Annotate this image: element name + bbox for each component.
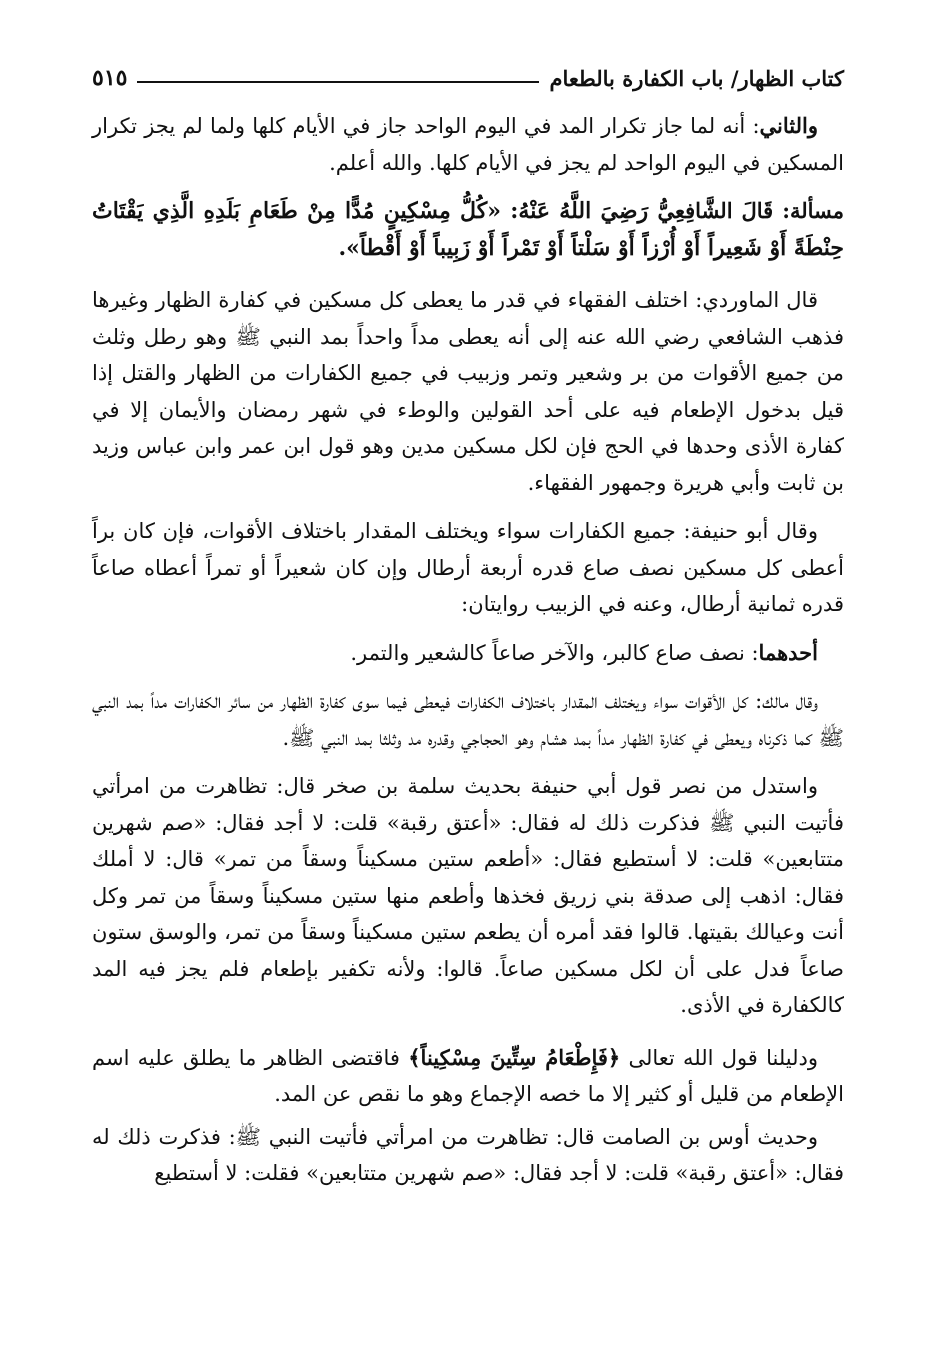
paragraph-text: واستدل من نصر قول أبي حنيفة بحديث سلمة بن صخر قال: تظاهرت من امرأتي فأتيت النبي ﷺ فذكرت ذلك له فقال: «أعتق رقبة» قلت: لا أجد فقال: «صم شهرين متتابعين» قلت: لا أستطيع فقال: «أطعم ستين مسكيناً وسقاً من تمر» قال: لا أملك فقال: اذهب إلى صدقة بني زريق فخذها وأطعم منها ستين مسكيناً وسقاً من تمر وكل أنت وعيالك بقيتها. قالوا فقد أمره أن يطعم ستين مسكيناً وسقاً من تمر، والوسق ستون صاعاً فدل على أن لكل مسكين صاعاً. قالوا: ولأنه تكفير بإطعام فلم يجز فيه المد كالكفارة في الأذى. [92, 774, 844, 1017]
paragraph-text: وحديث أوس بن الصامت قال: تظاهرت من امرأتي فأتيت النبي ﷺ: فذكرت ذلك له فقال: «أعتق رقبة» قلت: لا أجد فقال: «صم شهرين متتابعين» فقلت: لا أستطيع [92, 1124, 844, 1185]
paragraph-text-before: ودليلنا قول الله تعالى [620, 1045, 819, 1070]
paragraph-malik [92, 683, 844, 756]
paragraph-salama-hadith [92, 768, 844, 1024]
paragraph-text: وقال مالك: كل الأقوات سواء ويختلف المقدار باختلاف الكفارات فيعطى فيما سوى كفارة الظهار من سائر الكفارات مداً بمد النبي ﷺ كما ذكرناه ويعطى في كفارة الظهار مداً بمد هشام وهو الحجاجي وقدره مد وثلثا بمد النبي ﷺ. [92, 689, 844, 750]
paragraph-text: : أنه لما جاز تكرار المد في اليوم الواحد جاز في الأيام كلها ولما لم يجز تكرار المسكين في اليوم الواحد لم يجز في الأيام كلها. والله أعلم. [92, 114, 844, 175]
paragraph-text: وقال أبو حنيفة: جميع الكفارات سواء ويختلف المقدار باختلاف الأقوات، فإن كان براً أعطى كل مسكين نصف صاع قدره أربعة أرطال وإن كان شعيراً أو تمراً أعطاه صاعاً قدره ثمانية أرطال، وعنه في الزبيب روايتان: [92, 519, 844, 616]
paragraph-first-narration [92, 635, 844, 672]
paragraph-text-after: فاقتضى الظاهر ما يطلق عليه اسم الإطعام من قليل أو كثير إلا ما خصه الإجماع وهو ما نقص عن المد. [92, 1045, 844, 1106]
quran-verse: ﴿فَإِطْعَامُ سِتِّينَ مِسْكِيناً﴾ [408, 1044, 621, 1070]
paragraph-abu-hanifa [92, 513, 844, 623]
running-header [92, 56, 844, 100]
paragraph-lead: والثاني [759, 113, 818, 138]
page-number: ٥١٥ [92, 65, 128, 91]
paragraph-aws-hadith [92, 1119, 844, 1192]
paragraph-mawardi [92, 282, 844, 501]
paragraph-text: : نصف صاع كالبر، والآخر صاعاً كالشعير والتمر. [350, 640, 759, 665]
masala-lead: مسألة: قَالَ الشَّافِعِيُّ [657, 198, 844, 223]
book-page [92, 56, 844, 1192]
paragraph-lead: أحدهما [758, 639, 818, 665]
paragraph-evidence [92, 1040, 844, 1113]
masala-text: رَضِيَ اللَّهُ عَنْهُ: «كُلُّ مِسْكِينٍ مُدًّا مِنْ طَعَامِ بَلَدِهِ الَّذِي يَقْتَاتُ حِنْطَةً أَوْ شَعِيراً أَوْ أُرْزاً أَوْ سَلْتاً أَوْ تَمْراً أَوْ زَبِيباً أَوْ أَقْطاً». [92, 198, 844, 261]
header-rule [137, 81, 539, 83]
header-title: كتاب الظهار/ باب الكفارة بالطعام [549, 65, 844, 91]
paragraph-masala [92, 193, 844, 266]
paragraph-second-reason [92, 108, 844, 181]
paragraph-text: قال الماوردي: اختلف الفقهاء في قدر ما يعطى كل مسكين في كفارة الظهار وغيرها فذهب الشافعي رضي الله عنه إلى أنه يعطى مداً واحداً بمد النبي ﷺ وهو رطل وثلث من جميع الأقوات من بر وشعير وتمر وزبيب في جميع الكفارات من الظهار والقتل إذا قيل بدخول الإطعام فيه على أحد القولين والوطء في شهر رمضان والأيمان إلا في كفارة الأذى وحدها في الحج فإن لكل مسكين مدين وهو قول ابن عمر وابن عباس وزيد بن ثابت وأبي هريرة وجمهور الفقهاء. [92, 288, 844, 495]
